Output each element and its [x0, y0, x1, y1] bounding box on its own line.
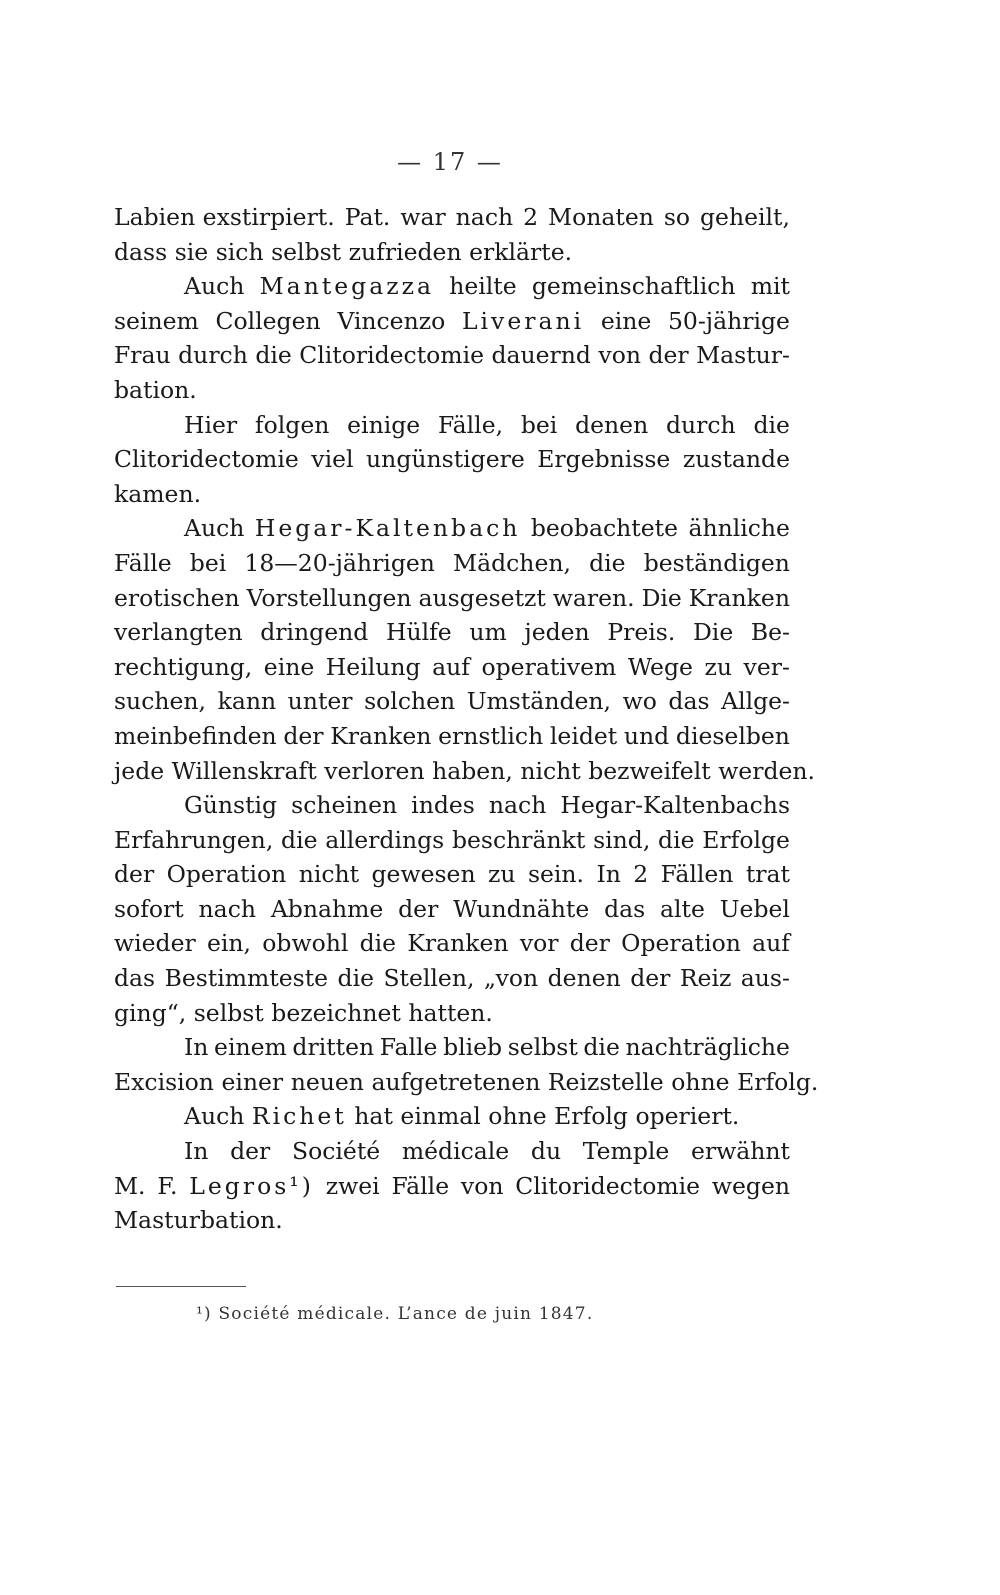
body-text: [114, 200, 819, 1238]
word: viel: [311, 445, 354, 474]
text-line: [114, 719, 790, 754]
word: Hegar-Kaltenbachs: [560, 791, 790, 820]
word: hatten.: [408, 998, 493, 1027]
word: Die: [692, 618, 734, 647]
word: aufgetretenen: [371, 1067, 541, 1096]
word: scheinen: [291, 791, 398, 820]
word: Excision: [114, 1067, 214, 1096]
text-line: [114, 1030, 790, 1065]
word: Pat.: [344, 203, 391, 231]
word: ging“,: [114, 998, 187, 1027]
word: durch: [178, 341, 248, 370]
word: denen: [575, 410, 649, 439]
word: ein,: [206, 929, 252, 958]
word: sein.: [527, 860, 585, 889]
word: 18—20-jährigen: [244, 548, 435, 577]
word: nach: [455, 203, 514, 231]
word: das: [604, 894, 646, 923]
word: ausgesetzt: [418, 583, 546, 612]
word: durch: [665, 410, 736, 439]
word: einige: [347, 410, 421, 439]
word: Preis.: [607, 618, 676, 647]
word: Operation: [166, 860, 287, 889]
word: ohne: [488, 1102, 547, 1131]
word: In: [596, 860, 621, 889]
word: der: [569, 929, 610, 958]
word: leidet: [549, 721, 618, 750]
word: In: [184, 1033, 209, 1062]
word: unter: [287, 687, 353, 716]
word: sich: [215, 237, 264, 266]
word: jeden: [524, 618, 590, 647]
word: der: [230, 1137, 271, 1166]
word: der: [648, 341, 689, 370]
word: neuen: [290, 1067, 364, 1096]
word: Operation: [621, 929, 741, 958]
word: so: [663, 203, 691, 231]
text-line: [114, 477, 790, 512]
word: der: [114, 860, 155, 889]
word: obwohl: [262, 929, 349, 958]
word: heilte: [449, 272, 517, 301]
word: Hegar-Kaltenbach: [254, 514, 521, 543]
word: folgen: [254, 410, 330, 439]
word: zufrieden: [348, 237, 462, 266]
word: allerdings: [325, 825, 445, 854]
word: einer: [221, 1067, 284, 1096]
word: bei: [520, 410, 558, 439]
word: beschränkt: [451, 825, 586, 854]
word: Günstig: [184, 791, 278, 820]
word: Mantegazza: [259, 272, 435, 301]
word: die: [583, 1033, 620, 1062]
word: Die: [641, 583, 682, 612]
text-line: [114, 304, 790, 339]
word: nach: [488, 791, 547, 820]
word: Mädchen,: [453, 548, 571, 577]
word: nach: [198, 894, 256, 923]
word: Kranken: [330, 721, 432, 750]
word: dieselben: [675, 721, 790, 750]
text-line: [114, 235, 790, 270]
word: Reizstelle: [547, 1067, 664, 1096]
word: zu: [488, 860, 516, 889]
text-line: [114, 650, 790, 685]
word: Erfahrungen,: [114, 825, 274, 854]
word: eine: [600, 306, 652, 335]
word: selbst: [271, 237, 342, 266]
word: das: [114, 964, 156, 993]
word: ernstlich: [438, 721, 544, 750]
word: vor: [519, 929, 559, 958]
word: Collegen: [215, 306, 321, 335]
word: Labien exstirpiert.: [114, 203, 335, 231]
word: ver-: [743, 652, 790, 681]
word: aus-: [740, 964, 790, 993]
word: beobachtete: [530, 514, 678, 543]
word: 50-jährige: [667, 306, 790, 335]
word: die: [589, 548, 626, 577]
text-line: [114, 684, 790, 719]
word: die: [281, 825, 318, 854]
text-line: [114, 338, 790, 373]
word: Clitoridectomie: [515, 1171, 701, 1200]
word: trat: [745, 860, 790, 889]
word: Kranken: [407, 929, 509, 958]
word: solchen: [364, 687, 456, 716]
word: Fälle: [114, 548, 172, 577]
word: einmal: [400, 1102, 481, 1131]
text-line: [114, 373, 790, 408]
word: Wege: [627, 652, 693, 681]
word: alte: [660, 894, 705, 923]
word: Frau: [114, 341, 171, 370]
word: Clitoridectomie: [299, 341, 484, 370]
word: Mastur-: [696, 341, 790, 370]
word: selbst: [193, 998, 264, 1027]
footnote-rule: [116, 1286, 246, 1287]
text-line: [114, 269, 790, 304]
word: gewesen: [371, 860, 476, 889]
word: Stellen,: [383, 964, 475, 993]
word: jede: [114, 756, 165, 785]
word: 2: [523, 203, 539, 231]
page-number: — 17 —: [397, 148, 503, 176]
word: Willenskraft: [171, 756, 317, 785]
word: Société: [291, 1137, 381, 1166]
word: Erfolg.: [737, 1067, 819, 1096]
word: operiert.: [635, 1102, 740, 1131]
word: operativem: [481, 652, 617, 681]
text-line: [114, 788, 790, 823]
word: erotischen: [114, 583, 240, 612]
word: einem: [214, 1033, 287, 1062]
word: Allge-: [721, 687, 790, 716]
word: der: [630, 964, 671, 993]
text-line: [114, 511, 790, 546]
word: wo: [622, 687, 657, 716]
word: Be-: [750, 618, 790, 647]
word: indes: [411, 791, 475, 820]
word: und: [623, 721, 670, 750]
text-line: [114, 892, 790, 927]
text-line: [114, 581, 790, 616]
word: sofort: [114, 894, 184, 923]
word: sind,: [593, 825, 651, 854]
word: ohne: [671, 1067, 730, 1096]
text-line: [114, 823, 790, 858]
text-line: [114, 615, 790, 650]
text-line: [114, 857, 790, 892]
word: erklärte.: [469, 237, 573, 266]
word: zwei: [325, 1171, 380, 1200]
word: um: [469, 618, 507, 647]
text-line: [114, 961, 790, 996]
text-line: [114, 926, 790, 961]
text-line: [114, 1203, 790, 1238]
word: Ergebnisse: [537, 445, 671, 474]
word: nicht: [298, 860, 360, 889]
word: der: [283, 721, 324, 750]
word: Vincenzo: [337, 306, 446, 335]
word: Legros¹): [189, 1171, 314, 1200]
word: kann: [217, 687, 277, 716]
word: Kranken: [688, 583, 790, 612]
word: der: [398, 894, 439, 923]
word: nicht: [520, 756, 581, 785]
word: dauernd: [491, 341, 591, 370]
word: Erfolg: [554, 1102, 628, 1131]
text-line: [114, 408, 790, 443]
word: das: [668, 687, 710, 716]
word: geheilt,: [700, 203, 790, 231]
word: waren.: [552, 583, 635, 612]
word: Heilung: [325, 652, 421, 681]
word: sie: [174, 237, 209, 266]
word: nachträgliche: [625, 1033, 790, 1062]
word: Liverani: [461, 306, 585, 335]
word: Monaten: [548, 203, 654, 231]
word: Falle: [379, 1033, 438, 1062]
word: Richet: [251, 1102, 347, 1131]
word: die: [753, 410, 790, 439]
word: Fälle: [391, 1171, 450, 1200]
word: zu: [704, 652, 732, 681]
word: die: [255, 341, 292, 370]
word: Fällen: [660, 860, 734, 889]
word: haben,: [432, 756, 513, 785]
word: Umständen,: [466, 687, 612, 716]
word: du: [530, 1137, 562, 1166]
word: mit: [750, 272, 790, 301]
word: verlangten: [114, 618, 243, 647]
word: blieb: [443, 1033, 503, 1062]
text-line: [114, 754, 815, 789]
word: bei: [189, 548, 227, 577]
word: die: [658, 825, 695, 854]
text-line: [114, 442, 790, 477]
word: Temple: [582, 1137, 670, 1166]
text-line: [114, 546, 790, 581]
word: von: [598, 341, 641, 370]
word: Abnahme: [270, 894, 384, 923]
word: suchen,: [114, 687, 207, 716]
word: rechtigung,: [114, 652, 253, 681]
word: Reiz: [679, 964, 732, 993]
text-line: [114, 996, 790, 1031]
word: bezeichnet: [271, 998, 401, 1027]
word: Clitoridectomie: [114, 445, 299, 474]
word: bation.: [114, 375, 197, 404]
text-line: [114, 1169, 790, 1204]
word: auf: [432, 652, 470, 681]
word: selbst: [507, 1033, 578, 1062]
word: ähnliche: [688, 514, 790, 543]
word: von: [460, 1171, 504, 1200]
word: médicale: [401, 1137, 510, 1166]
word: Vorstellungen: [246, 583, 412, 612]
word: wegen: [711, 1171, 790, 1200]
text-line: [114, 1134, 790, 1169]
word: zustande: [682, 445, 790, 474]
word: erwähnt: [690, 1137, 790, 1166]
word: ungünstigere: [366, 445, 525, 474]
word: In: [184, 1137, 209, 1166]
word: M.: [114, 1171, 146, 1200]
word: Auch: [184, 514, 245, 543]
word: Auch: [184, 272, 245, 301]
word: eine: [263, 652, 315, 681]
text-line: [114, 1099, 790, 1134]
word: Hier: [184, 410, 238, 439]
word: wieder: [114, 929, 196, 958]
word: Wundnähte: [453, 894, 590, 923]
word: Erfolge: [702, 825, 790, 854]
word: meinbefinden: [114, 721, 277, 750]
word: Bestimmteste: [164, 964, 329, 993]
word: beständigen: [643, 548, 790, 577]
word: „von: [483, 964, 539, 993]
footnote: ¹) Société médicale. L’ance de juin 1847.: [196, 1304, 594, 1324]
word: F.: [157, 1171, 178, 1200]
word: hat: [354, 1102, 393, 1131]
word: Masturbation.: [114, 1206, 283, 1235]
word: die: [359, 929, 397, 958]
word: verloren: [324, 756, 425, 785]
word: war: [400, 203, 446, 231]
word: dritten: [292, 1033, 375, 1062]
word: auf: [752, 929, 790, 958]
word: dringend: [260, 618, 369, 647]
word: dass: [114, 237, 168, 266]
word: Auch: [184, 1102, 245, 1131]
text-line: [114, 1065, 819, 1100]
word: Fälle,: [437, 410, 504, 439]
word: werden.: [718, 756, 815, 785]
word: Uebel: [719, 894, 790, 923]
word: die: [337, 964, 374, 993]
word: Hülfe: [385, 618, 452, 647]
word: bezweifelt: [588, 756, 711, 785]
text-line: [114, 200, 790, 235]
word: denen: [547, 964, 621, 993]
word: 2: [633, 860, 649, 889]
word: gemeinschaftlich: [531, 272, 736, 301]
word: kamen.: [114, 479, 202, 508]
text-lines: [114, 200, 819, 1238]
word: seinem: [114, 306, 199, 335]
